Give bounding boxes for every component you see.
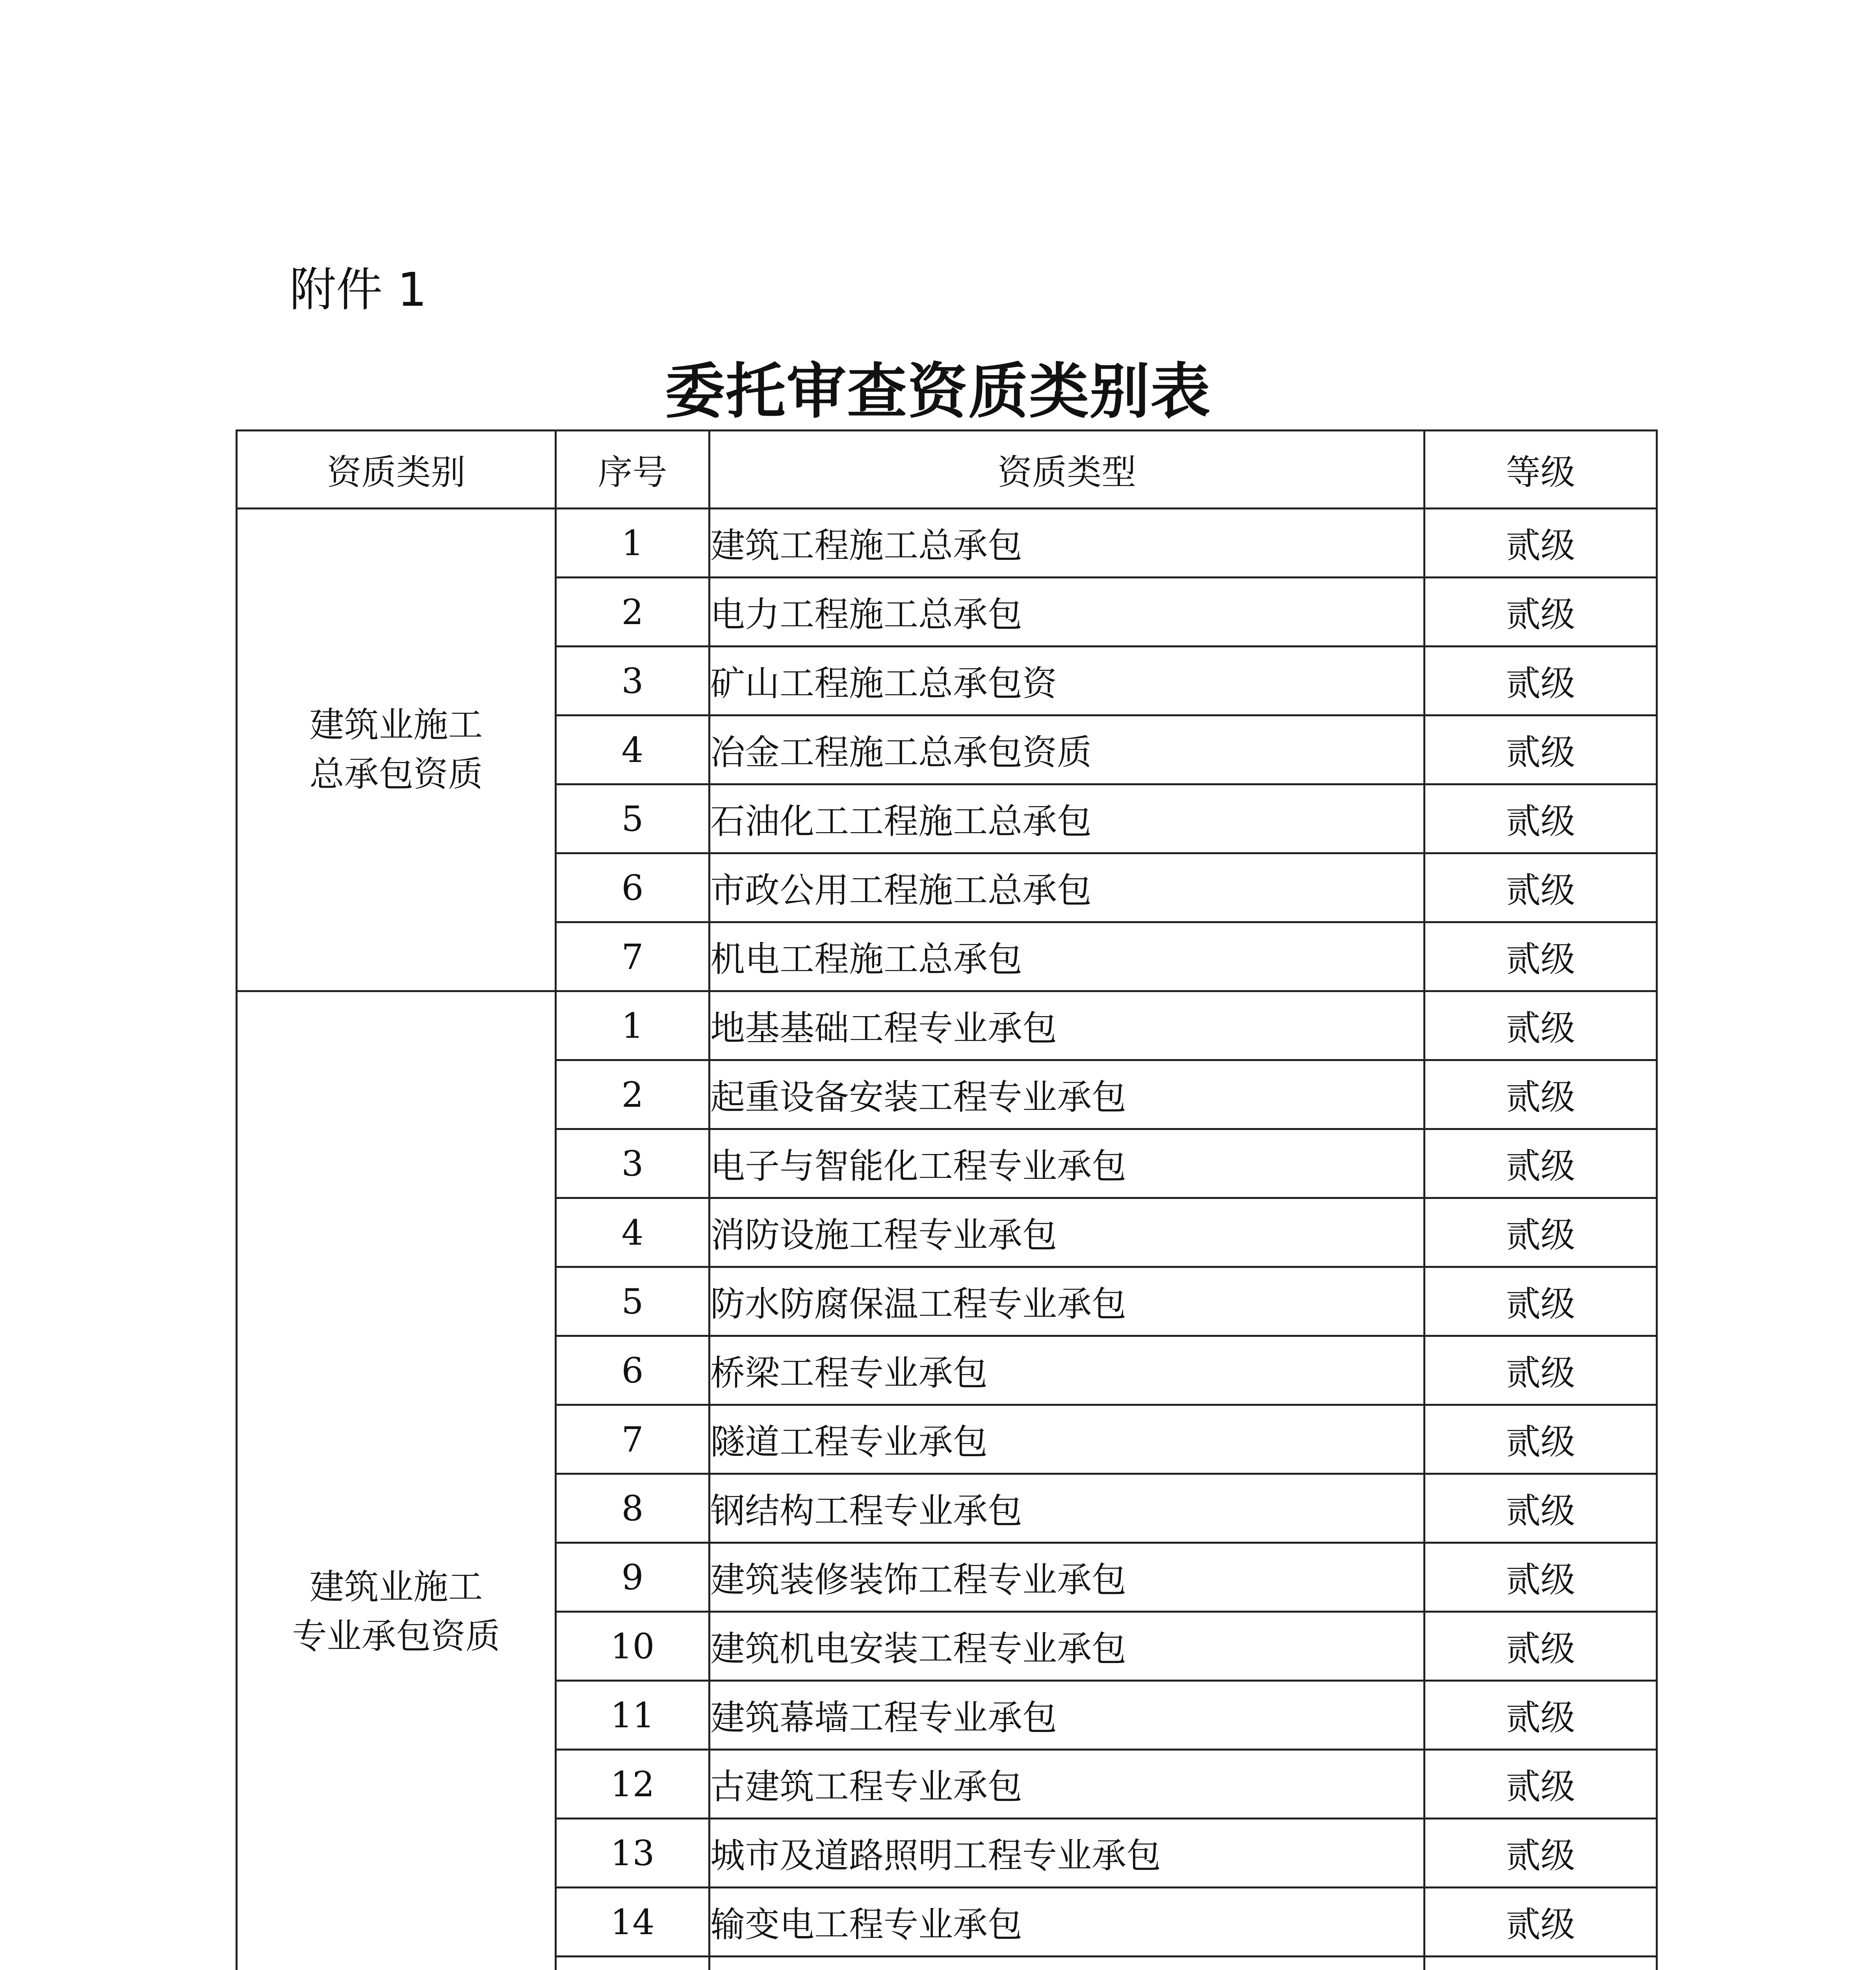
category-cell xyxy=(237,991,556,1970)
type-cell: 起重设备安装工程专业承包 xyxy=(710,1060,1425,1129)
table-header-row xyxy=(237,431,1657,509)
grade-cell: 贰级 xyxy=(1425,1474,1657,1543)
attachment-label: 附件 1 xyxy=(290,262,427,317)
number-cell: 4 xyxy=(556,1198,710,1267)
type-cell xyxy=(710,1957,1425,1970)
header-category: 资质类别 xyxy=(237,431,556,509)
number-cell: 7 xyxy=(556,922,710,991)
category-line: 建筑业施工 xyxy=(309,704,483,745)
table-body xyxy=(237,509,1657,1970)
grade-cell: 贰级 xyxy=(1425,716,1657,784)
type-cell: 古建筑工程专业承包 xyxy=(710,1750,1425,1819)
type-cell: 建筑装修装饰工程专业承包 xyxy=(710,1543,1425,1612)
number-cell: 2 xyxy=(556,1060,710,1129)
grade-cell: 贰级 xyxy=(1425,1198,1657,1267)
number-cell: 11 xyxy=(556,1681,710,1750)
table-row xyxy=(237,509,1657,578)
number-cell: 5 xyxy=(556,1267,710,1336)
type-cell: 地基基础工程专业承包 xyxy=(710,991,1425,1060)
grade-cell xyxy=(1425,1957,1657,1970)
number-cell: 13 xyxy=(556,1819,710,1888)
grade-cell: 贰级 xyxy=(1425,1750,1657,1819)
grade-cell: 贰级 xyxy=(1425,1888,1657,1957)
grade-cell: 贰级 xyxy=(1425,1336,1657,1405)
type-cell: 电力工程施工总承包 xyxy=(710,578,1425,647)
grade-cell: 贰级 xyxy=(1425,784,1657,853)
grade-cell: 贰级 xyxy=(1425,578,1657,647)
number-cell: 6 xyxy=(556,853,710,922)
number-cell: 4 xyxy=(556,716,710,784)
number-cell: 12 xyxy=(556,1750,710,1819)
grade-cell: 贰级 xyxy=(1425,1405,1657,1474)
number-cell: 8 xyxy=(556,1474,710,1543)
grade-cell: 贰级 xyxy=(1425,1819,1657,1888)
grade-cell: 贰级 xyxy=(1425,922,1657,991)
number-cell: 6 xyxy=(556,1336,710,1405)
category-line: 专业承包资质 xyxy=(292,1615,500,1656)
number-cell: 10 xyxy=(556,1612,710,1681)
grade-cell: 贰级 xyxy=(1425,509,1657,578)
type-cell: 钢结构工程专业承包 xyxy=(710,1474,1425,1543)
type-cell: 防水防腐保温工程专业承包 xyxy=(710,1267,1425,1336)
number-cell xyxy=(556,1957,710,1970)
number-cell: 3 xyxy=(556,1129,710,1198)
grade-cell: 贰级 xyxy=(1425,647,1657,716)
number-cell: 9 xyxy=(556,1543,710,1612)
number-cell: 3 xyxy=(556,647,710,716)
grade-cell: 贰级 xyxy=(1425,1267,1657,1336)
type-cell: 建筑机电安装工程专业承包 xyxy=(710,1612,1425,1681)
type-cell: 桥梁工程专业承包 xyxy=(710,1336,1425,1405)
grade-cell: 贰级 xyxy=(1425,1543,1657,1612)
number-cell: 2 xyxy=(556,578,710,647)
header-grade: 等级 xyxy=(1425,431,1657,509)
type-cell: 冶金工程施工总承包资质 xyxy=(710,716,1425,784)
type-cell: 矿山工程施工总承包资 xyxy=(710,647,1425,716)
number-cell: 7 xyxy=(556,1405,710,1474)
document-title: 委托审查资质类别表 xyxy=(665,356,1211,426)
type-cell: 电子与智能化工程专业承包 xyxy=(710,1129,1425,1198)
grade-cell: 贰级 xyxy=(1425,1129,1657,1198)
type-cell: 输变电工程专业承包 xyxy=(710,1888,1425,1957)
type-cell: 隧道工程专业承包 xyxy=(710,1405,1425,1474)
grade-cell: 贰级 xyxy=(1425,1060,1657,1129)
category-cell xyxy=(237,509,556,991)
grade-cell: 贰级 xyxy=(1425,1612,1657,1681)
number-cell: 1 xyxy=(556,509,710,578)
header-type: 资质类型 xyxy=(710,431,1425,509)
number-cell: 1 xyxy=(556,991,710,1060)
grade-cell: 贰级 xyxy=(1425,853,1657,922)
type-cell: 建筑幕墙工程专业承包 xyxy=(710,1681,1425,1750)
type-cell: 市政公用工程施工总承包 xyxy=(710,853,1425,922)
category-line: 总承包资质 xyxy=(309,754,483,794)
type-cell: 机电工程施工总承包 xyxy=(710,922,1425,991)
qualification-table xyxy=(236,429,1658,1970)
type-cell: 建筑工程施工总承包 xyxy=(710,509,1425,578)
grade-cell: 贰级 xyxy=(1425,991,1657,1060)
number-cell: 14 xyxy=(556,1888,710,1957)
header-number: 序号 xyxy=(556,431,710,509)
number-cell: 5 xyxy=(556,784,710,853)
table-row xyxy=(237,991,1657,1060)
type-cell: 消防设施工程专业承包 xyxy=(710,1198,1425,1267)
grade-cell: 贰级 xyxy=(1425,1681,1657,1750)
category-line: 建筑业施工 xyxy=(309,1566,483,1607)
type-cell: 城市及道路照明工程专业承包 xyxy=(710,1819,1425,1888)
type-cell: 石油化工工程施工总承包 xyxy=(710,784,1425,853)
